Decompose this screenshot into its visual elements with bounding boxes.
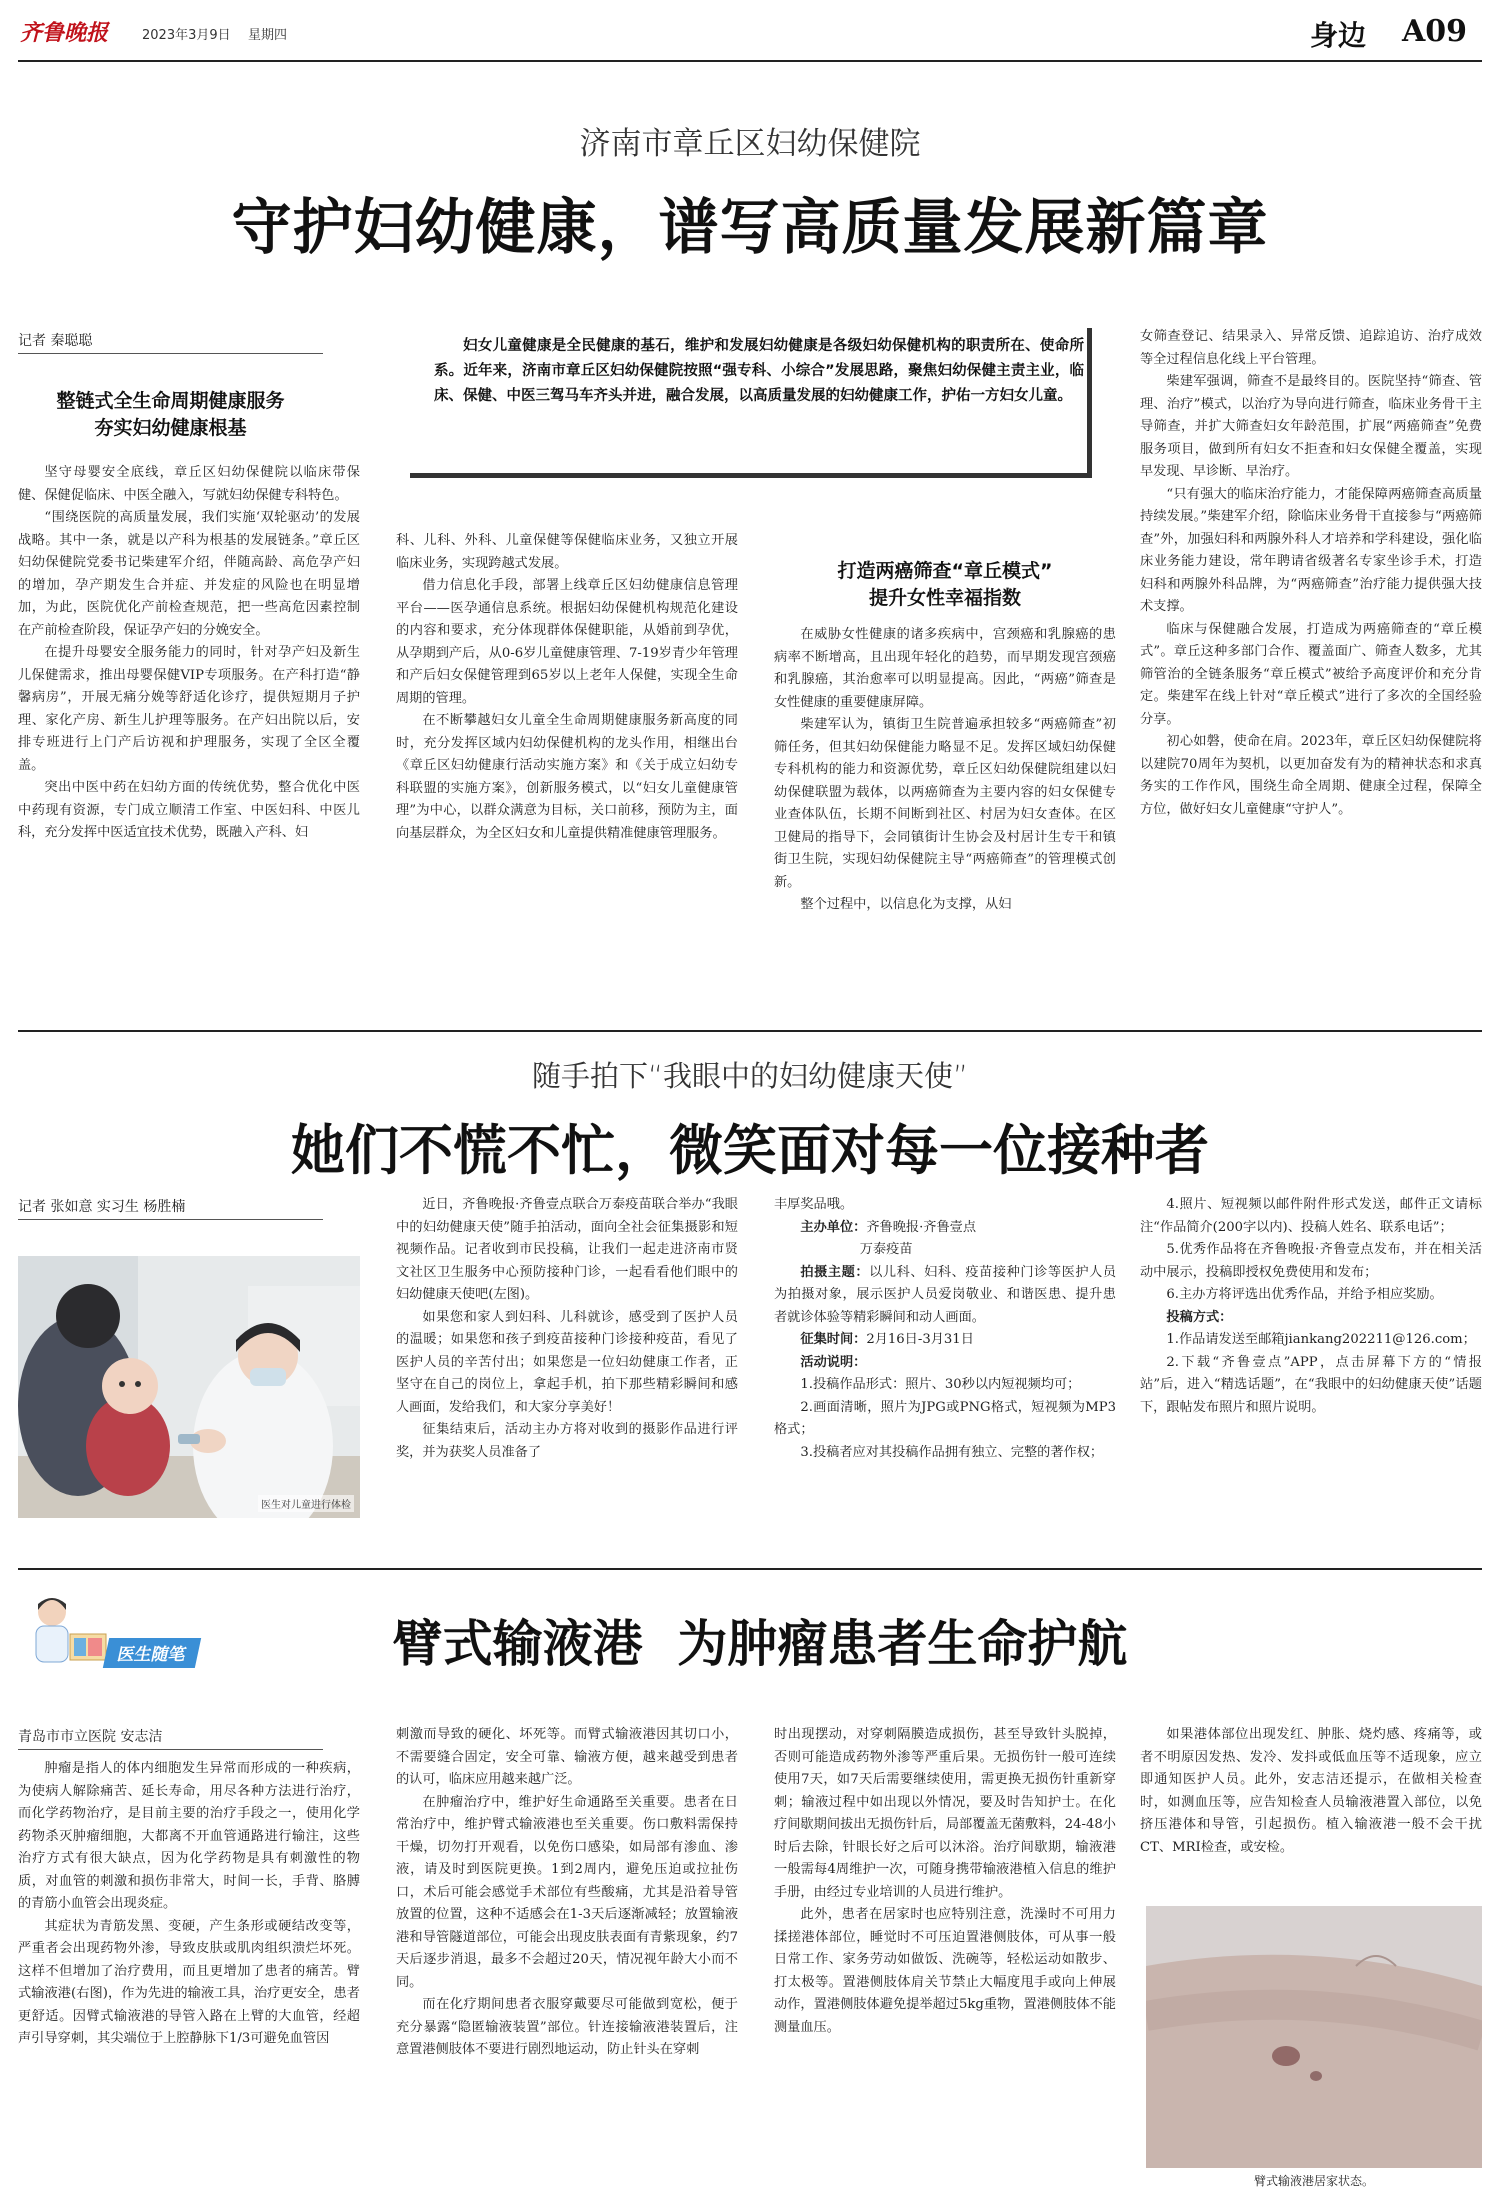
paper-logo: 齐鲁晚报 xyxy=(20,20,109,46)
article1-column-1 xyxy=(18,462,360,1022)
paragraph: 女筛查登记、结果录入、异常反馈、追踪追访、治疗成效等全过程信息化线上平台管理。 xyxy=(1140,329,1482,367)
rule-item: 6.主办方将评选出优秀作品，并给予相应奖励。 xyxy=(1166,1287,1443,1302)
rule-item: 2.画面清晰，照片为JPG或PNG格式，短视频为MP3格式； xyxy=(774,1399,1116,1437)
period-label: 征集时间： xyxy=(800,1332,867,1347)
paragraph: 柴建军认为，镇街卫生院普遍承担较多“两癌筛查”初筛任务，但其妇幼保健能力略显不足。发挥区域妇幼保健专科机构的能力和资源优势，章丘区妇幼保健院组建以妇幼保健联盟为载体，以两癌筛查为主要内容的妇女保健专业查体队伍，长期不间断到社区、村居为妇女查体。在区卫健局的指导下，会同镇街计生协会及村居计生专干和镇街卫生院，实现妇幼保健院主导“两癌筛查”的管理模式创新。 xyxy=(774,717,1116,890)
issue-weekday: 星期四 xyxy=(248,28,288,43)
paragraph: 如果港体部位出现发红、肿胀、烧灼感、疼痛等，或者不明原因发热、发冷、发抖或低血压等不适现象，应立即通知医护人员。此外，安志洁还提示，在做相关检查时，如测血压等，应告知检查人员输液港置入部位，以免挤压港体和导管，引起损伤。植入输液港一般不会干扰CT、MRI检查，或安检。 xyxy=(1140,1727,1482,1855)
paragraph: 时出现摆动，对穿刺隔膜造成损伤，甚至导致针头脱掉，否则可能造成药物外渗等严重后果。无损伤针一般可连续使用7天，如7天后需要继续使用，需更换无损伤针重新穿刺；输液过程中如出现以外情况，要及时告知护士。在化疗间歇期间拔出无损伤针后，局部覆盖无菌敷料，24-48小时后去除，针眼长好之后可以沐浴。治疗间歇期，输液港一般需每4周维护一次，可随身携带输液港植入信息的维护手册，由经过专业培训的人员进行维护。 xyxy=(774,1727,1116,1900)
page-number: A09 xyxy=(1402,14,1468,49)
subhead-1-line-1: 整链式全生命周期健康服务 xyxy=(56,390,285,412)
rule-item: 5.优秀作品将在齐鲁晚报·齐鲁壹点发布，并在相关活动中展示，投稿即授权免费使用和发布； xyxy=(1140,1242,1482,1280)
paragraph: 征集结束后，活动主办方将对收到的摄影作品进行评奖，并为获奖人员准备了 xyxy=(396,1422,738,1460)
paragraph: 初心如磐，使命在肩。2023年，章丘区妇幼保健院将以建院70周年为契机，以更加奋发有为的精神状态和求真务实的工作作风，围绕生命全周期、健康全过程，保障全方位，做好妇女儿童健康“守护人”。 xyxy=(1140,734,1482,817)
paragraph: 在肿瘤治疗中，维护好生命通路至关重要。患者在日常治疗中，维护臂式输液港也至关重要。伤口敷料需保持干燥，切勿打开观看，以免伤口感染，如局部有渗血、渗液，请及时到医院更换。1到2周内，避免压迫或拉扯伤口，术后可能会感觉手术部位有些酸痛，尤其是沿着导管放置的位置，这种不适感会在1-3天后逐渐减轻；放置输液港和导管隧道部位，可能会出现皮肤表面有青紫现象，约7天后逐步消退，最多不会超过20天，情况视年龄大小而不同。 xyxy=(396,1794,738,1990)
article1-byline: 记者 秦聪聪 xyxy=(18,330,323,354)
paragraph: 柴建军强调，筛查不是最终目的。医院坚持“筛查、管理、治疗”模式，以治疗为导向进行筛查，临床业务骨干主导筛查，并扩大筛查妇女年龄范围，扩展“两癌筛查”免费服务项目，做到所有妇女不拒查和妇女保健全覆盖，实现早发现、早诊断、早治疗。 xyxy=(1140,374,1482,479)
period-text: 2月16日-3月31日 xyxy=(866,1332,974,1347)
column-badge-label: 医生随笔 xyxy=(103,1638,201,1668)
vaccination-photo-caption: 医生对儿童进行体检 xyxy=(258,1495,354,1512)
paragraph: 在提升母婴安全服务能力的同时，针对孕产妇及新生儿保健需求，推出母婴保健VIP专项服务。在产科打造“静馨病房”，开展无痛分娩等舒适化诊疗，提供短期月子护理、家化产房、新生儿护理等服务。在产妇出院以后，安排专班进行上门产后访视和护理服务，实现了全区全覆盖。 xyxy=(18,645,360,773)
organizer-line-2 xyxy=(774,1239,1116,1262)
article3-column-4 xyxy=(1140,1724,1482,1914)
article3-byline: 青岛市市立医院 安志洁 xyxy=(18,1726,323,1750)
article1-intro-box xyxy=(410,328,1092,478)
paragraph: 其症状为青筋发黑、变硬，产生条形或硬结改变等，严重者会出现药物外渗，导致皮肤或肌肉组织溃烂坏死。这样不但增加了治疗费用，而且更增加了患者的痛苦。臂式输液港(右图)，作为先进的输液工具，治疗更安全，患者更舒适。因臂式输液港的导管入路在上臂的大血管，经超声引导穿刺，其尖端位于上腔静脉下1/3可避免血管因 xyxy=(18,1918,360,2046)
paragraph: “围绕医院的高质量发展，我们实施‘双轮驱动’的发展战略。其中一条，就是以产科为根基的发展链条。”章丘区妇幼保健院党委书记柴建军介绍，伴随高龄、高危孕产妇的增加，孕产期发生合并症、并发症的风险也在明显增加，为此，医院优化产前检查规范，把一些高危因素控制在产前检查阶段，保证孕产妇的分娩安全。 xyxy=(18,510,360,638)
article1-column-2 xyxy=(396,530,738,1022)
paragraph: 临床与保健融合发展，打造成为两癌筛查的“章丘模式”。章丘这种多部门合作、覆盖面广、筛查人数多，尤其筛管治的全链条服务“章丘模式”被给予高度评价和充分肯定。柴建军在线上针对“章丘模式”进行了多次的全国经验分享。 xyxy=(1140,621,1482,727)
masthead xyxy=(0,0,1500,62)
issue-date: 2023年3月9日 xyxy=(142,28,231,43)
theme-text: 以儿科、妇科、疫苗接种门诊等医护人员为拍摄对象，展示医护人员爱岗敬业、和谐医患、提升患者就诊体验等精彩瞬间和动人画面。 xyxy=(774,1264,1116,1325)
paragraph: 科、儿科、外科、儿童保健等保健临床业务，又独立开展临床业务，实现跨越式发展。 xyxy=(396,533,738,571)
article2-kicker: 随手拍下“我眼中的妇幼健康天使” xyxy=(531,1059,969,1093)
paragraph: 整个过程中，以信息化为支撑，从妇 xyxy=(800,897,1012,912)
theme-line xyxy=(774,1262,1116,1330)
article2-column-2 xyxy=(396,1194,738,1554)
submit-item: 2.下载“齐鲁壹点”APP，点击屏幕下方的“情报站”后，进入“精选话题”，在“我眼中的妇幼健康天使”话题下，跟帖发布照片和照片说明。 xyxy=(1140,1354,1482,1415)
subhead-1-line-2: 夯实妇幼健康根基 xyxy=(94,417,247,439)
submit-line xyxy=(1140,1307,1482,1330)
paragraph: 突出中医中药在妇幼方面的传统优势，整合优化中医中药现有资源，专门成立顺清工作室、中医妇科、中医儿科，充分发挥中医适宜技术优势，既融入产科、妇 xyxy=(18,780,360,840)
organizer-line xyxy=(774,1217,1116,1240)
period-line xyxy=(774,1329,1116,1352)
theme-label: 拍摄主题： xyxy=(800,1264,870,1280)
article3-column-3 xyxy=(774,1724,1116,2196)
article1-column-4 xyxy=(1140,326,1482,1022)
submit-label: 投稿方式： xyxy=(1166,1309,1233,1325)
section-divider-1 xyxy=(18,1030,1482,1032)
masthead-rule xyxy=(18,60,1482,62)
subhead-2-line-1: 打造两癌筛查“章丘模式” xyxy=(837,560,1053,582)
paragraph: 在不断攀越妇女儿童全生命周期健康服务新高度的同时，充分发挥区域内妇幼保健机构的龙头作用，相继出台《章丘区妇幼健康行活动实施方案》和《关于成立妇幼专科联盟的实施方案》，创新服务模式，以“妇女儿童健康管理”为中心，以群众满意为目标，关口前移，预防为主，面向基层群众，为全区妇女和儿童提供精准健康管理服务。 xyxy=(396,713,738,841)
paragraph: 坚守母婴安全底线，章丘区妇幼保健院以临床带保健、保健促临床、中医全融入，写就妇幼保健专科特色。 xyxy=(18,465,360,503)
paragraph: 刺激而导致的硬化、坏死等。而臂式输液港因其切口小，不需要缝合固定，安全可靠、输液方便，越来越受到患者的认可，临床应用越来越广泛。 xyxy=(396,1727,738,1787)
article1-headline: 守护妇幼健康，谱写高质量发展新篇章 xyxy=(231,193,1269,263)
article2-column-3 xyxy=(774,1194,1116,1554)
rule-item: 3.投稿者应对其投稿作品拥有独立、完整的著作权； xyxy=(800,1444,1104,1460)
article2-byline: 记者 张如意 实习生 杨胜楠 xyxy=(18,1196,323,1220)
paragraph: 近日，齐鲁晚报·齐鲁壹点联合万泰疫苗联合举办“我眼中的妇幼健康天使”随手拍活动，面向全社会征集摄影和短视频作品。记者收到市民投稿，让我们一起走进济南市贤文社区卫生服务中心预防接种门诊，一起看看他们眼中的妇幼健康天使吧(左图)。 xyxy=(396,1197,738,1302)
column-badge xyxy=(22,1590,232,1670)
arm-port-photo xyxy=(1146,1906,1482,2168)
vaccination-scene-illustration xyxy=(18,1256,360,1518)
rule-item: 4.照片、短视频以邮件附件形式发送，邮件正文请标注“作品简介(200字以内)、投稿人姓名、联系电话”； xyxy=(1140,1197,1482,1235)
paragraph: 在威胁女性健康的诸多疾病中，宫颈癌和乳腺癌的患病率不断增高，且出现年轻化的趋势，而早期发现宫颈癌和乳腺癌，其治愈率可以明显提高。因此，“两癌”筛查是女性健康的重要健康屏障。 xyxy=(774,627,1116,710)
paragraph: 借力信息化手段，部署上线章丘区妇幼健康信息管理平台——医孕通信息系统。根据妇幼保健机构规范化建设的内容和要求，充分体现群体保健职能，从婚前到孕优，从孕期到产后，从0-6岁儿童健康管理、7-19岁青少年管理和产后妇女保健管理到65岁以上老年人保健，实现全生命周期的管理。 xyxy=(396,578,738,706)
organizer-2: 万泰疫苗 xyxy=(859,1242,913,1257)
arm-port-illustration xyxy=(1146,1906,1482,2168)
article2-headline: 她们不慌不忙，微笑面对每一位接种者 xyxy=(291,1118,1209,1182)
rules-label: 活动说明： xyxy=(800,1354,867,1370)
paragraph: 而在化疗期间患者衣服穿戴要尽可能做到宽松，便于充分暴露“隐匿输液装置”部位。针连接输液港装置后，注意置港侧肢体不要进行剧烈地运动，防止针头在穿刺 xyxy=(396,1997,738,2057)
vaccination-photo xyxy=(18,1256,360,1518)
organizer-label: 主办单位： xyxy=(800,1219,867,1235)
article1-subhead-1 xyxy=(18,388,323,442)
organizer-1: 齐鲁晚报·齐鲁壹点 xyxy=(866,1219,977,1235)
rules-line xyxy=(774,1352,1116,1375)
article3-headline: 臂式输液港 为肿瘤患者生命护航 xyxy=(392,1614,1128,1673)
article3-column-2 xyxy=(396,1724,738,2196)
paragraph: 丰厚奖品哦。 xyxy=(774,1197,854,1212)
rule-item: 1.投稿作品形式：照片、30秒以内短视频均可； xyxy=(800,1377,1081,1392)
paragraph: 如果您和家人到妇科、儿科就诊，感受到了医护人员的温暖；如果您和孩子到疫苗接种门诊接种疫苗，看见了医护人员的辛苦付出；如果您是一位妇幼健康工作者，正坚守在自己的岗位上，拿起手机，拍下那些精彩瞬间和感人画面，发给我们，和大家分享美好！ xyxy=(396,1309,738,1415)
submit-item: 1.作品请发送至邮箱jiankang202211@126.com； xyxy=(1166,1332,1476,1347)
paragraph: 此外，患者在居家时也应特别注意，洗澡时不可用力揉搓港体部位，睡觉时不可压迫置港侧肢体，可从事一般日常工作、家务劳动如做饭、洗碗等，轻松运动如散步、打太极等。置港侧肢体肩关节禁止大幅度甩手或向上伸展动作，置港侧肢体避免提举超过5kg重物，置港侧肢体不能测量血压。 xyxy=(774,1907,1116,2035)
paragraph: 肿瘤是指人的体内细胞发生异常而形成的一种疾病，为使病人解除痛苦、延长寿命，用尽各种方法进行治疗，而化学药物治疗，是目前主要的治疗手段之一，使用化学药物杀灭肿瘤细胞，大都离不开血管通路进行输注，这些治疗方式有很大缺点，因为化学药物是具有刺激性的物质，对血管的刺激和损伤非常大，时间一长，手背、胳膊的青筋小血管会出现炎症。 xyxy=(18,1761,360,1911)
article1-kicker: 济南市章丘区妇幼保健院 xyxy=(579,126,921,162)
article3-column-1 xyxy=(18,1758,360,2196)
arm-port-caption: 臂式输液港居家状态。 xyxy=(1253,2174,1374,2188)
section-divider-2 xyxy=(18,1568,1482,1570)
subhead-2-line-2: 提升女性幸福指数 xyxy=(868,587,1021,609)
article1-intro: 妇女儿童健康是全民健康的基石，维护和发展妇幼健康是各级妇幼保健机构的职责所在、使命所系。近年来，济南市章丘区妇幼保健院按照“强专科、小综合”发展思路，聚焦妇幼保健主责主业，临床、保健、中医三驾马车齐头并进，融合发展，以高质量发展的妇幼健康工作，护佑一方妇女儿童。 xyxy=(434,338,1084,404)
article1-subhead-2 xyxy=(774,558,1116,612)
article1-column-3 xyxy=(774,624,1116,1022)
doctor-illustration-icon xyxy=(22,1590,112,1670)
paragraph: “只有强大的临床治疗能力，才能保障两癌筛查高质量持续发展。”柴建军介绍，除临床业务骨干直接参与“两癌筛查”外，加强妇科和两腺外科人才培养和学科建设，强化临床业务能力建设，常年聘请省级著名专家坐诊手术，打造妇科和两腺外科品牌，为“两癌筛查”治疗能力提供强大技术支撑。 xyxy=(1140,486,1482,614)
section-name: 身边 xyxy=(1310,19,1367,52)
article2-column-4 xyxy=(1140,1194,1482,1554)
